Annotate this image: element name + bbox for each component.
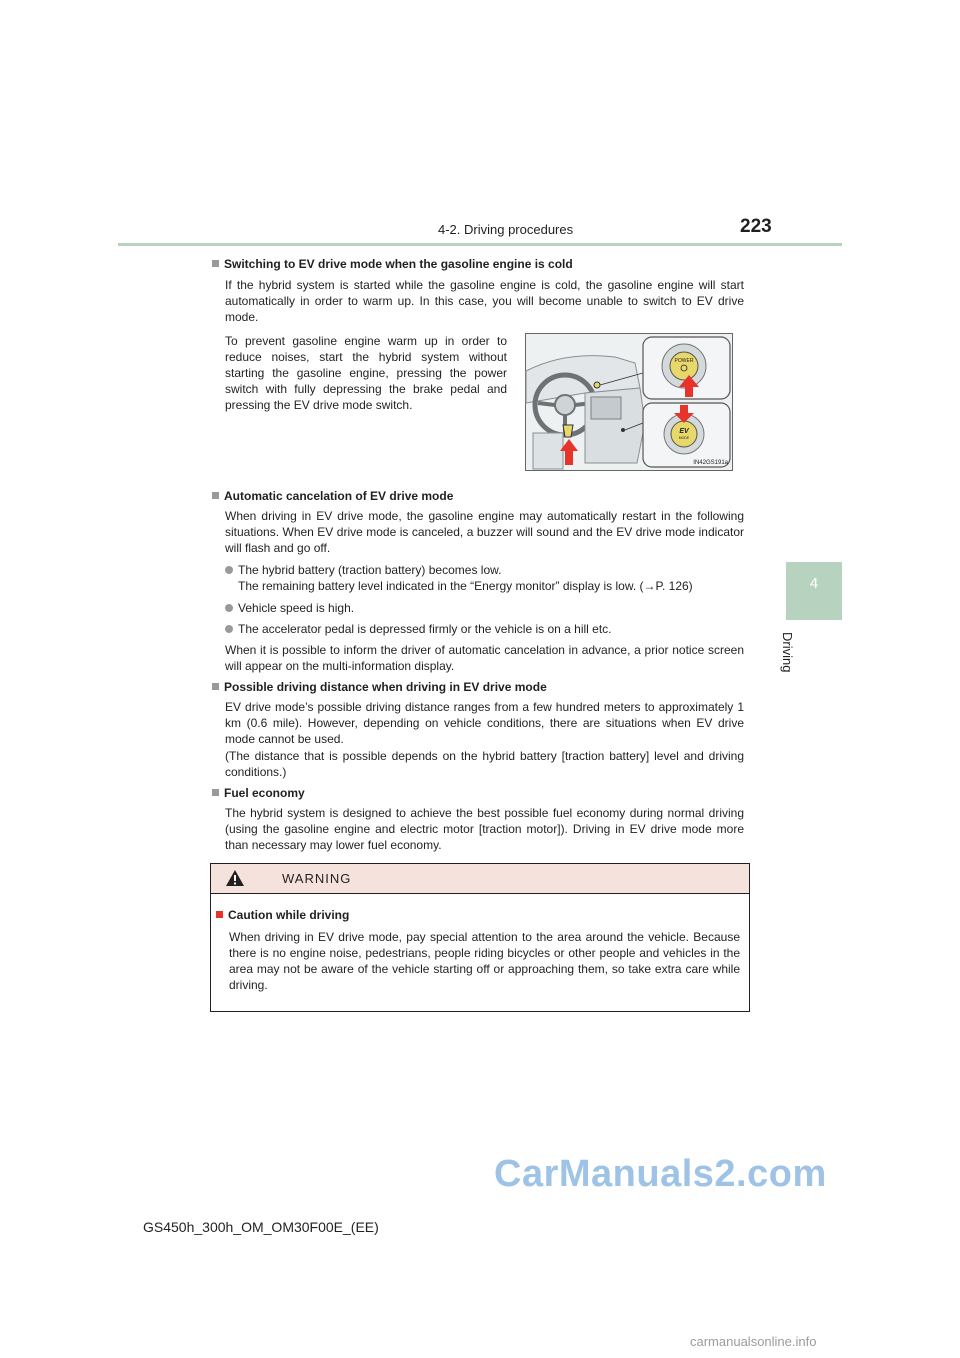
ev-label: EV — [679, 428, 689, 435]
paragraph: The hybrid system is designed to achieve the best possible fuel economy during normal driving (using the gasoline engine and electric motor [traction motor]). Driving in EV drive mode more than necessary may lower fuel economy. — [225, 806, 744, 852]
warning-triangle-icon — [225, 869, 245, 887]
section-heading — [212, 257, 573, 271]
square-bullet-icon — [212, 260, 219, 267]
section-heading — [212, 786, 305, 800]
power-label: POWER — [674, 358, 694, 364]
round-bullet-icon — [225, 625, 233, 633]
watermark: CarManuals2.com — [494, 1153, 827, 1195]
paragraph: EV drive mode’s possible driving distance ranges from a few hundred meters to approximately 1 km (0.6 mile). However, depending on vehicle conditions, there are situations when EV drive mode cannot be used. — [225, 700, 744, 746]
heading-text: Automatic cancelation of EV drive mode — [224, 489, 454, 503]
dashboard-illustration — [525, 333, 733, 471]
header-divider — [118, 243, 842, 246]
round-bullet-icon — [225, 604, 233, 612]
list-item-text: Vehicle speed is high. — [238, 601, 355, 615]
section-heading — [212, 489, 453, 503]
chapter-number: 4 — [809, 575, 819, 592]
document-code: GS450h_300h_OM_OM30F00E_(EE) — [143, 1219, 379, 1235]
list-item-text: The accelerator pedal is depressed firmly or the vehicle is on a hill etc. — [238, 622, 612, 636]
list-item — [225, 621, 744, 637]
paragraph: When it is possible to inform the driver of automatic cancelation in advance, a prior notice screen will appear on the multi-information display. — [225, 643, 744, 673]
paragraph: When driving in EV drive mode, the gasoline engine may automatically restart in the following situations. When EV drive mode is canceled, a buzzer will sound and the EV drive mode indicator will flash and go off. — [225, 509, 744, 555]
chapter-label — [775, 632, 815, 702]
paragraph: (The distance that is possible depends on the hybrid battery [traction battery] level and driving conditions.) — [225, 749, 744, 779]
list-item-text: The hybrid battery (traction battery) becomes low. — [238, 563, 502, 577]
heading-text: Caution while driving — [228, 908, 350, 922]
paragraph: If the hybrid system is started while the gasoline engine is cold, the gasoline engine will start automatically in order to warm up. In this case, you will become unable to switch to EV drive mode. — [225, 278, 744, 324]
round-bullet-icon — [225, 566, 233, 574]
warning-heading — [216, 908, 349, 922]
heading-text: Switching to EV drive mode when the gasoline engine is cold — [224, 257, 573, 271]
chapter-label-text: Driving — [780, 632, 795, 673]
watermark-bottom: carmanualsonline.info — [690, 1334, 817, 1349]
heading-text: Possible driving distance when driving in EV drive mode — [224, 680, 547, 694]
page-number: 223 — [740, 216, 772, 237]
square-bullet-icon — [212, 492, 219, 499]
list-item-detail: The remaining battery level indicated in the “Energy monitor” display is low. (→P. 126) — [238, 579, 693, 593]
mode-label: MODE — [678, 436, 690, 440]
section-title: 4-2. Driving procedures — [438, 222, 574, 237]
figure-code: IN42GS191a — [693, 460, 728, 466]
list-item — [225, 600, 744, 616]
square-bullet-icon — [212, 789, 219, 796]
list-item — [225, 562, 744, 578]
square-bullet-icon — [216, 911, 223, 918]
section-heading — [212, 680, 547, 694]
paragraph: To prevent gasoline engine warm up in order to reduce noises, start the hybrid system without starting the gasoline engine, pressing the power switch with fully depressing the brake pedal and pressing the EV drive mode switch. — [225, 334, 507, 412]
warning-title: WARNING — [282, 871, 352, 886]
dashboard-figure — [525, 333, 733, 471]
heading-text: Fuel economy — [224, 786, 305, 800]
warning-body: When driving in EV drive mode, pay special attention to the area around the vehicle. Because there is no engine noise, pedestrians, people riding bicycles or other people and vehicles in the area may not be aware of the vehicle starting off or approaching them, so take extra care while driving. — [229, 930, 740, 992]
square-bullet-icon — [212, 683, 219, 690]
